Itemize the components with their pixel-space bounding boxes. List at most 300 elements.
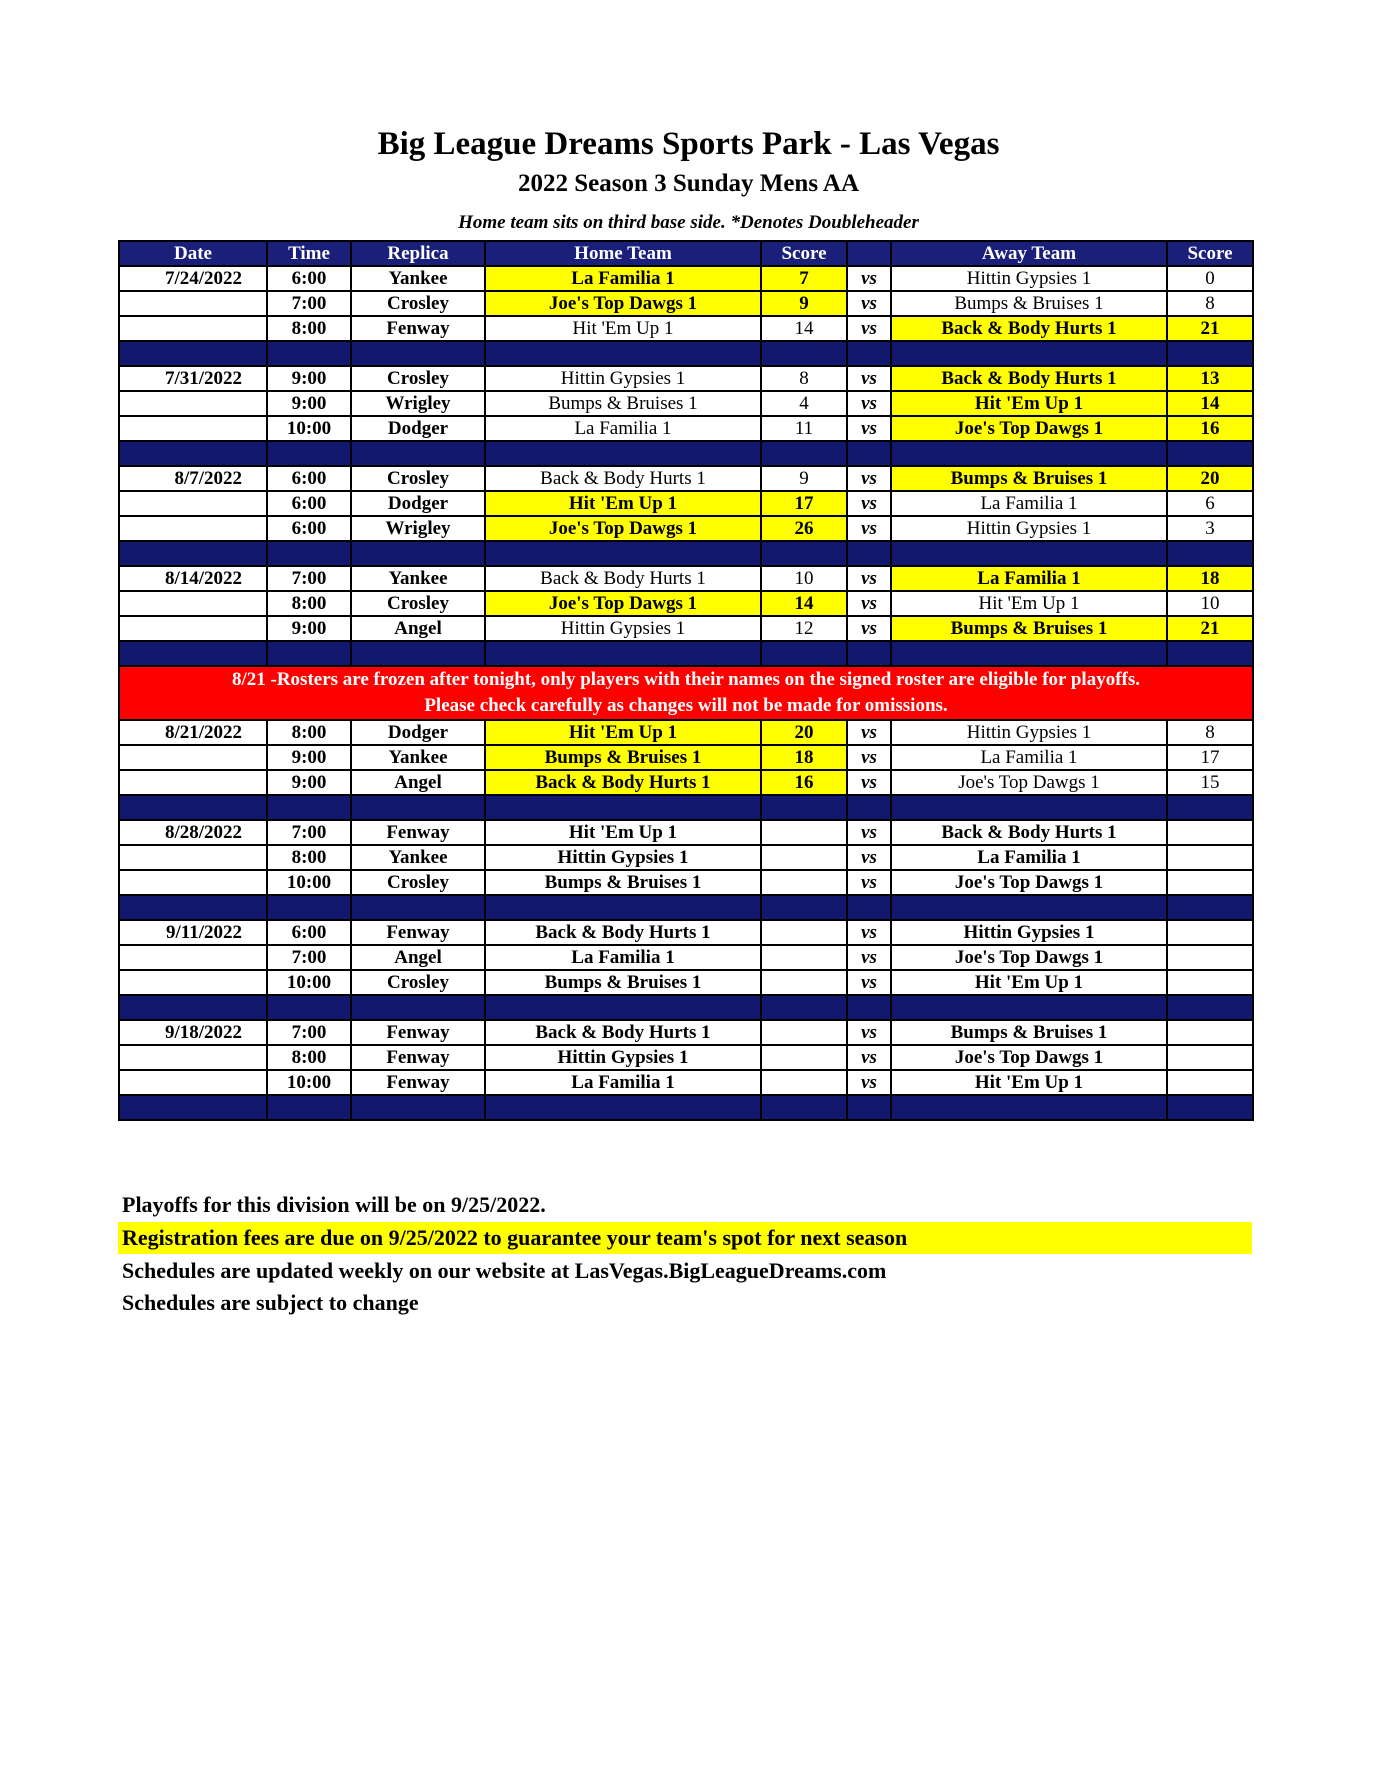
game-row [119,720,1253,745]
game-row [119,970,1253,995]
game-date [119,745,267,770]
home-team: Joe's Top Dawgs 1 [485,291,761,316]
separator-cell [1167,541,1253,566]
separator-cell [351,541,485,566]
separator-cell [1167,1095,1253,1120]
vs-label: vs [847,1070,891,1095]
game-time: 7:00 [267,820,351,845]
game-time: 7:00 [267,945,351,970]
home-team: Back & Body Hurts 1 [485,770,761,795]
separator-cell [847,441,891,466]
away-score [1167,920,1253,945]
separator-cell [267,541,351,566]
away-score [1167,1045,1253,1070]
away-team: Back & Body Hurts 1 [891,316,1167,341]
vs-label: vs [847,266,891,291]
game-date: 7/31/2022 [119,366,267,391]
separator-cell [1167,795,1253,820]
home-team: Hit 'Em Up 1 [485,491,761,516]
game-replica: Wrigley [351,391,485,416]
game-time: 9:00 [267,616,351,641]
home-team: La Familia 1 [485,945,761,970]
away-score [1167,845,1253,870]
week-separator [119,795,1253,820]
home-score: 20 [761,720,847,745]
separator-cell [485,995,761,1020]
separator-cell [485,795,761,820]
separator-cell [119,895,267,920]
game-replica: Crosley [351,466,485,491]
home-score [761,1020,847,1045]
home-score: 17 [761,491,847,516]
separator-cell [485,641,761,666]
registration-note: Registration fees are due on 9/25/2022 to guarantee your team's spot for next season [118,1222,1252,1254]
vs-label: vs [847,516,891,541]
away-score: 18 [1167,566,1253,591]
home-score: 8 [761,366,847,391]
game-date [119,516,267,541]
away-team: Hittin Gypsies 1 [891,920,1167,945]
col-header-home-team: Home Team [485,241,761,266]
away-team: La Familia 1 [891,745,1167,770]
separator-cell [485,441,761,466]
separator-cell [761,895,847,920]
home-score: 11 [761,416,847,441]
game-row [119,391,1253,416]
separator-cell [761,341,847,366]
game-date [119,1045,267,1070]
away-team: Hit 'Em Up 1 [891,1070,1167,1095]
vs-label: vs [847,316,891,341]
week-separator [119,441,1253,466]
home-score [761,945,847,970]
vs-label: vs [847,491,891,516]
vs-label: vs [847,920,891,945]
home-team: Joe's Top Dawgs 1 [485,516,761,541]
away-team: Hit 'Em Up 1 [891,591,1167,616]
change-note: Schedules are subject to change [122,1290,419,1315]
separator-cell [847,541,891,566]
separator-cell [761,541,847,566]
home-team: Back & Body Hurts 1 [485,466,761,491]
game-row [119,616,1253,641]
vs-label: vs [847,720,891,745]
away-score: 10 [1167,591,1253,616]
vs-label: vs [847,870,891,895]
separator-cell [267,1095,351,1120]
away-score: 0 [1167,266,1253,291]
game-row [119,1020,1253,1045]
week-separator [119,895,1253,920]
away-team: Hit 'Em Up 1 [891,970,1167,995]
game-row [119,820,1253,845]
separator-cell [267,995,351,1020]
away-team: Joe's Top Dawgs 1 [891,770,1167,795]
game-time: 7:00 [267,291,351,316]
away-score: 6 [1167,491,1253,516]
separator-cell [891,795,1167,820]
game-time: 10:00 [267,970,351,995]
separator-cell [119,795,267,820]
home-score: 26 [761,516,847,541]
game-row [119,920,1253,945]
separator-cell [847,795,891,820]
game-row [119,770,1253,795]
away-score: 21 [1167,316,1253,341]
separator-cell [119,341,267,366]
separator-cell [351,995,485,1020]
game-time: 6:00 [267,920,351,945]
away-team: Joe's Top Dawgs 1 [891,1045,1167,1070]
game-time: 7:00 [267,566,351,591]
game-time: 10:00 [267,1070,351,1095]
vs-label: vs [847,416,891,441]
game-date: 8/14/2022 [119,566,267,591]
vs-label: vs [847,970,891,995]
separator-cell [1167,441,1253,466]
home-score: 14 [761,591,847,616]
vs-label: vs [847,366,891,391]
separator-cell [119,541,267,566]
col-header-home-score: Score [761,241,847,266]
home-team: Bumps & Bruises 1 [485,870,761,895]
home-team: Back & Body Hurts 1 [485,920,761,945]
separator-cell [761,995,847,1020]
game-replica: Fenway [351,820,485,845]
separator-cell [847,1095,891,1120]
home-team: Bumps & Bruises 1 [485,391,761,416]
playoffs-note: Playoffs for this division will be on 9/25/2022. [122,1192,546,1217]
game-replica: Crosley [351,870,485,895]
game-row [119,266,1253,291]
vs-label: vs [847,391,891,416]
col-header-vs [847,241,891,266]
separator-cell [847,641,891,666]
vs-label: vs [847,466,891,491]
separator-cell [351,341,485,366]
game-row [119,491,1253,516]
separator-cell [761,1095,847,1120]
game-date [119,316,267,341]
away-team: Back & Body Hurts 1 [891,820,1167,845]
game-row [119,1045,1253,1070]
col-header-away-team: Away Team [891,241,1167,266]
separator-cell [891,441,1167,466]
home-score: 16 [761,770,847,795]
game-date: 8/28/2022 [119,820,267,845]
game-time: 6:00 [267,491,351,516]
away-team: La Familia 1 [891,491,1167,516]
separator-cell [119,995,267,1020]
separator-cell [267,641,351,666]
home-team: Hit 'Em Up 1 [485,820,761,845]
game-replica: Fenway [351,1070,485,1095]
away-score: 8 [1167,291,1253,316]
col-header-time: Time [267,241,351,266]
game-time: 9:00 [267,745,351,770]
vs-label: vs [847,1020,891,1045]
home-team: Back & Body Hurts 1 [485,566,761,591]
game-time: 6:00 [267,466,351,491]
game-date: 8/21/2022 [119,720,267,745]
away-team: Joe's Top Dawgs 1 [891,945,1167,970]
separator-cell [1167,895,1253,920]
game-replica: Fenway [351,316,485,341]
game-replica: Yankee [351,845,485,870]
game-replica: Fenway [351,920,485,945]
game-row [119,945,1253,970]
week-separator [119,541,1253,566]
away-team: Bumps & Bruises 1 [891,616,1167,641]
game-row [119,591,1253,616]
game-replica: Fenway [351,1020,485,1045]
game-time: 8:00 [267,316,351,341]
website-note: Schedules are updated weekly on our website at LasVegas.BigLeagueDreams.com [122,1258,887,1283]
game-date [119,1070,267,1095]
away-score: 8 [1167,720,1253,745]
home-score: 9 [761,291,847,316]
home-team: Hittin Gypsies 1 [485,616,761,641]
separator-cell [891,1095,1167,1120]
away-team: Hittin Gypsies 1 [891,266,1167,291]
separator-cell [1167,641,1253,666]
home-team: Back & Body Hurts 1 [485,1020,761,1045]
away-score [1167,820,1253,845]
separator-cell [485,541,761,566]
game-date [119,945,267,970]
game-date [119,616,267,641]
separator-cell [119,441,267,466]
game-date: 8/7/2022 [119,466,267,491]
game-replica: Yankee [351,745,485,770]
game-date: 7/24/2022 [119,266,267,291]
home-score [761,920,847,945]
separator-cell [351,441,485,466]
separator-cell [847,995,891,1020]
game-date [119,291,267,316]
away-team: La Familia 1 [891,566,1167,591]
game-replica: Angel [351,616,485,641]
home-score: 18 [761,745,847,770]
home-score [761,870,847,895]
away-team: Bumps & Bruises 1 [891,1020,1167,1045]
separator-cell [891,341,1167,366]
home-score: 4 [761,391,847,416]
vs-label: vs [847,616,891,641]
away-score: 20 [1167,466,1253,491]
game-replica: Yankee [351,266,485,291]
home-score [761,1070,847,1095]
week-separator [119,641,1253,666]
roster-notice-line2: Please check carefully as changes will not be made for omissions. [424,695,948,716]
game-time: 9:00 [267,770,351,795]
table-header-row [119,241,1253,266]
page-subtitle: 2022 Season 3 Sunday Mens AA [517,170,860,197]
separator-cell [119,1095,267,1120]
game-row [119,366,1253,391]
home-team: La Familia 1 [485,416,761,441]
game-date [119,770,267,795]
separator-cell [351,1095,485,1120]
game-time: 10:00 [267,870,351,895]
home-team: Bumps & Bruises 1 [485,970,761,995]
game-date [119,591,267,616]
separator-cell [267,441,351,466]
game-time: 8:00 [267,845,351,870]
game-time: 8:00 [267,1045,351,1070]
away-score [1167,870,1253,895]
vs-label: vs [847,291,891,316]
home-score: 12 [761,616,847,641]
vs-label: vs [847,1045,891,1070]
separator-cell [351,641,485,666]
home-team: Bumps & Bruises 1 [485,745,761,770]
game-date [119,391,267,416]
separator-cell [761,441,847,466]
game-row [119,745,1253,770]
page-title: Big League Dreams Sports Park - Las Vegas [377,126,1000,162]
away-score [1167,945,1253,970]
away-team: Back & Body Hurts 1 [891,366,1167,391]
game-row [119,845,1253,870]
game-replica: Dodger [351,416,485,441]
week-separator [119,341,1253,366]
home-score: 14 [761,316,847,341]
away-team: La Familia 1 [891,845,1167,870]
separator-cell [1167,995,1253,1020]
vs-label: vs [847,591,891,616]
away-score [1167,1020,1253,1045]
separator-cell [761,641,847,666]
game-date: 9/11/2022 [119,920,267,945]
home-team: Hit 'Em Up 1 [485,316,761,341]
home-score: 10 [761,566,847,591]
game-replica: Angel [351,945,485,970]
separator-cell [847,895,891,920]
away-team: Bumps & Bruises 1 [891,466,1167,491]
game-replica: Angel [351,770,485,795]
game-date [119,845,267,870]
home-score [761,970,847,995]
separator-cell [891,641,1167,666]
home-team: Hittin Gypsies 1 [485,1045,761,1070]
roster-notice-row [119,666,1253,720]
vs-label: vs [847,845,891,870]
game-time: 6:00 [267,516,351,541]
game-replica: Crosley [351,591,485,616]
home-score: 9 [761,466,847,491]
away-team: Bumps & Bruises 1 [891,291,1167,316]
game-replica: Dodger [351,720,485,745]
separator-cell [485,341,761,366]
away-team: Joe's Top Dawgs 1 [891,416,1167,441]
away-score: 14 [1167,391,1253,416]
home-team: Hittin Gypsies 1 [485,366,761,391]
game-replica: Yankee [351,566,485,591]
separator-cell [891,995,1167,1020]
game-row [119,516,1253,541]
game-time: 9:00 [267,391,351,416]
separator-cell [761,795,847,820]
separator-cell [119,641,267,666]
vs-label: vs [847,945,891,970]
separator-cell [267,341,351,366]
roster-notice [119,666,1253,720]
home-team-note: Home team sits on third base side. *Denotes Doubleheader [458,212,919,233]
game-replica: Crosley [351,366,485,391]
vs-label: vs [847,770,891,795]
col-header-date: Date [119,241,267,266]
col-header-away-score: Score [1167,241,1253,266]
away-score [1167,1070,1253,1095]
separator-cell [267,895,351,920]
separator-cell [485,895,761,920]
away-team: Hittin Gypsies 1 [891,516,1167,541]
roster-notice-line1: 8/21 -Rosters are frozen after tonight, only players with their names on the signed roster are eligible for playoffs. [231,669,1141,690]
game-date [119,416,267,441]
home-score [761,820,847,845]
home-team: Hit 'Em Up 1 [485,720,761,745]
schedule-table [118,240,1254,1121]
home-score [761,1045,847,1070]
away-team: Hit 'Em Up 1 [891,391,1167,416]
away-score: 3 [1167,516,1253,541]
vs-label: vs [847,566,891,591]
game-replica: Dodger [351,491,485,516]
home-score [761,845,847,870]
game-time: 8:00 [267,591,351,616]
home-score: 7 [761,266,847,291]
game-row [119,466,1253,491]
away-score [1167,970,1253,995]
separator-cell [847,341,891,366]
separator-cell [485,1095,761,1120]
game-time: 8:00 [267,720,351,745]
away-team: Joe's Top Dawgs 1 [891,870,1167,895]
away-score: 16 [1167,416,1253,441]
separator-cell [891,541,1167,566]
game-time: 7:00 [267,1020,351,1045]
separator-cell [267,795,351,820]
game-date [119,970,267,995]
separator-cell [1167,341,1253,366]
separator-cell [351,895,485,920]
game-replica: Crosley [351,970,485,995]
game-date [119,491,267,516]
game-row [119,870,1253,895]
col-header-replica: Replica [351,241,485,266]
away-team: Hittin Gypsies 1 [891,720,1167,745]
game-row [119,1070,1253,1095]
home-team: La Familia 1 [485,1070,761,1095]
game-time: 10:00 [267,416,351,441]
game-row [119,416,1253,441]
game-row [119,566,1253,591]
game-time: 9:00 [267,366,351,391]
home-team: Hittin Gypsies 1 [485,845,761,870]
week-separator [119,995,1253,1020]
separator-cell [891,895,1167,920]
game-replica: Crosley [351,291,485,316]
game-date [119,870,267,895]
game-replica: Fenway [351,1045,485,1070]
week-separator [119,1095,1253,1120]
game-row [119,316,1253,341]
away-score: 13 [1167,366,1253,391]
separator-cell [351,795,485,820]
game-replica: Wrigley [351,516,485,541]
game-date: 9/18/2022 [119,1020,267,1045]
